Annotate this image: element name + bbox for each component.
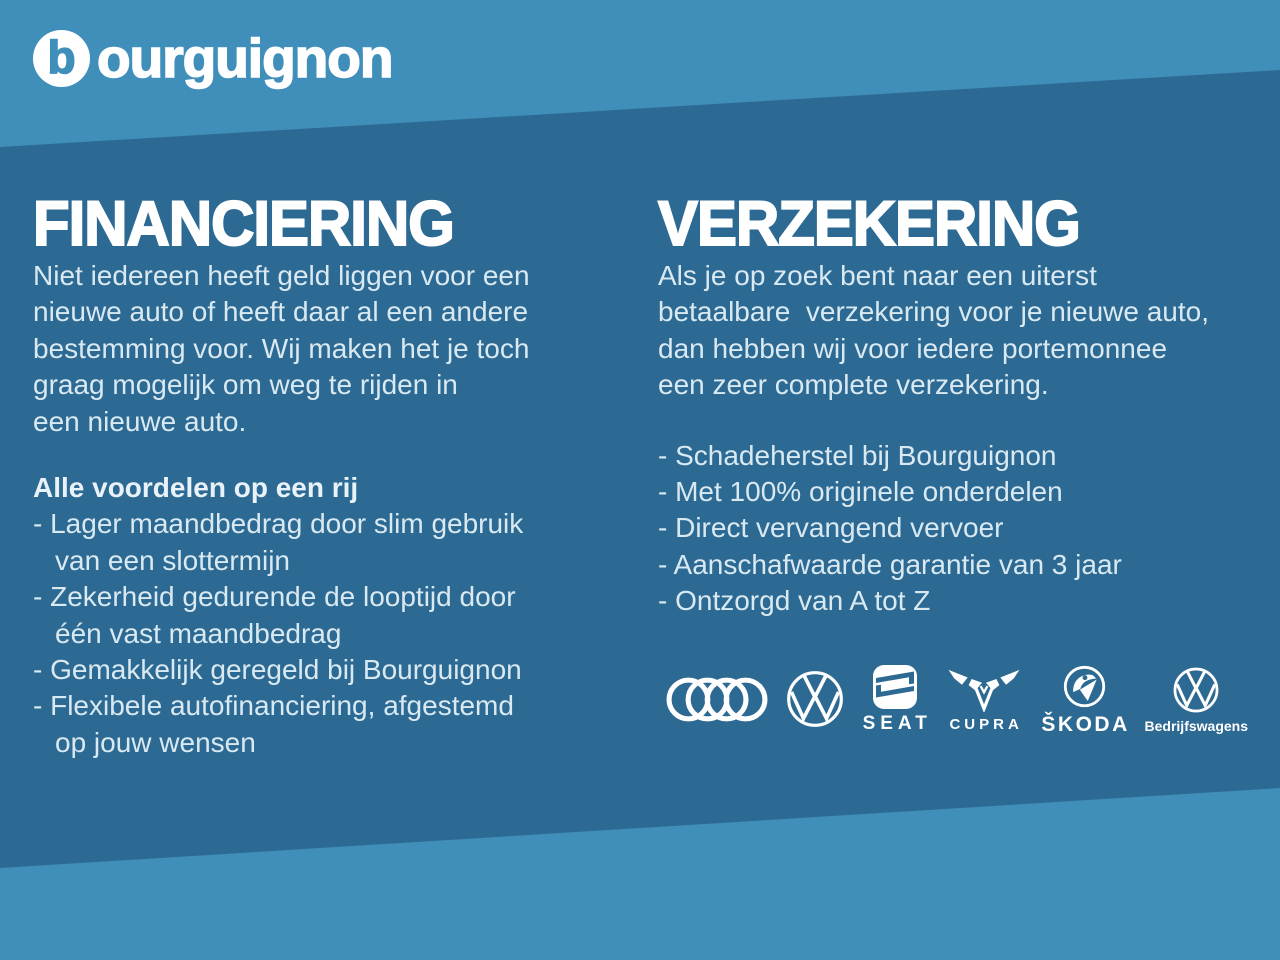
text-line: nieuwe auto of heeft daar al een andere: [33, 296, 529, 328]
list-item: - Schadeherstel bij Bourguignon: [658, 439, 1057, 471]
brand-volkswagen: [785, 669, 845, 729]
brand-cupra: [944, 666, 1024, 732]
skoda-logo-icon: [1062, 664, 1107, 709]
text-line: betaalbare verzekering voor je nieuwe auto,: [658, 296, 1210, 328]
financing-title: FINANCIERING: [33, 189, 454, 259]
brand-vw-bedrijfswagens: [1145, 666, 1248, 733]
bourguignon-b-icon: [33, 30, 90, 87]
brand-logos-row: [666, 660, 1248, 738]
cupra-wordmark: CUPRA: [949, 716, 1023, 733]
seat-logo-icon: [872, 665, 918, 709]
list-item: - Direct vervangend vervoer: [658, 512, 1004, 544]
text-line: bestemming voor. Wij maken het je toch: [33, 332, 530, 364]
vw-logo-icon: [785, 669, 845, 729]
list-item: - Zekerheid gedurende de looptijd door: [33, 581, 516, 613]
brand-skoda: [1041, 664, 1130, 736]
list-item: - Aanschafwaarde garantie van 3 jaar: [658, 548, 1122, 580]
financing-advantages: [33, 470, 639, 761]
list-item: - Ontzorgd van A tot Z: [658, 585, 931, 617]
cupra-logo-icon: [944, 666, 1024, 712]
insurance-section: [658, 189, 1280, 620]
insurance-title: VERZEKERING: [658, 189, 1080, 259]
logo-initial: b: [47, 31, 76, 83]
bedrijfswagens-label: Bedrijfswagens: [1144, 717, 1248, 734]
seat-wordmark: SEAT: [862, 713, 932, 734]
list-item: op jouw wensen: [55, 726, 256, 758]
advantages-list: [33, 506, 639, 761]
text-line: Als je op zoek bent naar een uiterst: [658, 260, 1097, 291]
insurance-benefits: [658, 438, 1280, 620]
bourguignon-logo: [33, 27, 393, 89]
list-item: van een slottermijn: [55, 544, 291, 576]
text-line: een zeer complete verzekering.: [658, 369, 1049, 401]
list-item: - Lager maandbedrag door slim gebruik: [33, 508, 524, 540]
skoda-wordmark: ŠKODA: [1041, 712, 1130, 736]
audi-rings-icon: [666, 677, 768, 722]
logo-wordmark: ourguignon: [97, 27, 393, 89]
advantages-title: Alle voordelen op een rij: [33, 472, 359, 504]
list-item: - Gemakkelijk geregeld bij Bourguignon: [33, 654, 522, 686]
list-item: één vast maandbedrag: [55, 617, 342, 649]
text-line: graag mogelijk om weg te rijden in: [33, 369, 458, 401]
list-item: - Flexibele autofinanciering, afgestemd: [33, 690, 514, 722]
vw-bedrijfswagens-logo-icon: [1172, 666, 1220, 714]
brand-audi: [666, 677, 768, 722]
text-line: een nieuwe auto.: [33, 405, 247, 437]
insurance-intro: [658, 258, 1280, 404]
text-line: dan hebben wij voor iedere portemonnee: [658, 332, 1168, 364]
text-line: Niet iedereen heeft geld liggen voor een: [33, 260, 530, 291]
brand-seat: [862, 665, 932, 734]
list-item: - Met 100% originele onderdelen: [658, 476, 1063, 508]
financing-section: [33, 189, 639, 761]
financing-intro: [33, 258, 639, 440]
